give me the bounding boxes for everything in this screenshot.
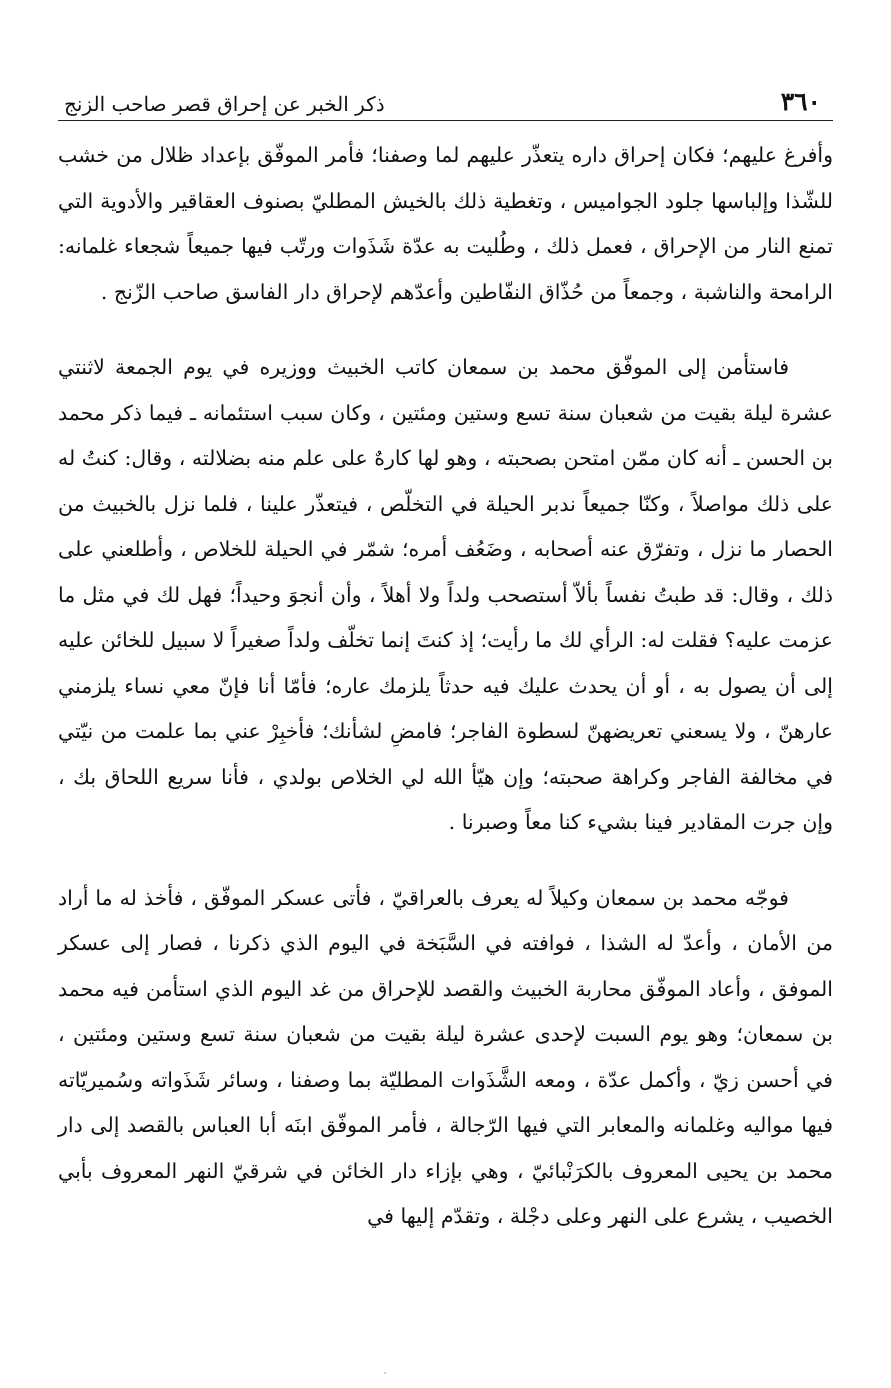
body-text bbox=[58, 133, 833, 1240]
paragraph-gap bbox=[58, 846, 833, 876]
paragraph-1: وأفرغ عليهم؛ فكان إحراق داره يتعذّر عليهم لما وصفنا؛ فأمر الموفّق بإعداد ظلال من خشب للشّذا وإلباسها جلود الجواميس ، وتغطية ذلك بالخيش المطليّ بصنوف العقاقير والأدوية التي تمنع النار من الإحراق ، فعمل ذلك ، وطُليت به عدّة شَذَوات ورتّب فيها جميعاً شجعاء غلمانه: الرامحة والناشبة ، وجمعاً من حُذّاق النفّاطين وأعدّهم لإحراق دار الفاسق صاحب الزّنج . bbox=[58, 143, 833, 304]
chapter-title: ذكر الخبر عن إحراق قصر صاحب الزنج bbox=[64, 92, 385, 116]
paragraph-2: فاستأمن إلى الموفّق محمد بن سمعان كاتب الخبيث ووزيره في يوم الجمعة لاثنتي عشرة ليلة بقيت من شعبان سنة تسع وستين ومئتين ، وكان سبب استئمانه ـ فيما ذكر محمد بن الحسن ـ أنه كان ممّن امتحن بصحبته ، وهو لها كارهٌ على علم منه بضلالته ، وقال: كنتُ له على ذلك مواصلاً ، وكنّا جميعاً ندبر الحيلة في التخلّص ، فيتعذّر علينا ، فلما نزل بالخبيث من الحصار ما نزل ، وتفرّق عنه أصحابه ، وضَعُف أمره؛ شمّر في الحيلة للخلاص ، وأطلعني على ذلك ، وقال: قد طبتُ نفساً بألاّ أستصحب ولداً ولا أهلاً ، وأن أنجوَ وحيداً؛ فهل لك في مثل ما عزمت عليه؟ فقلت له: الرأي لك ما رأيت؛ إذ كنتَ إنما تخلّف ولداً صغيراً لا سبيل للخائن عليه إلى أن يصول به ، أو أن يحدث عليك فيه حدثاً يلزمك عاره؛ فأمّا أنا فإنّ معي نساء يلزمني عارهنّ ، ولا يسعني تعريضهنّ لسطوة الفاجر؛ فامضِ لشأنك؛ فأخبِرْ عني بما علمت من نيّتي في مخالفة الفاجر وكراهة صحبته؛ وإن هيّأ الله لي الخلاص بولدي ، فأنا سريع اللحاق بك ، وإن جرت المقادير فينا بشيء كنا معاً وصبرنا . bbox=[58, 355, 833, 834]
book-page bbox=[58, 74, 833, 1374]
page-number: ٣٦٠ bbox=[780, 87, 821, 116]
paragraph-3: فوجّه محمد بن سمعان وكيلاً له يعرف بالعراقيّ ، فأتى عسكر الموفّق ، فأخذ له ما أراد من الأمان ، وأعدّ له الشذا ، فوافته في السَّبَخة في اليوم الذي ذكرنا ، فصار إلى عسكر الموفق ، وأعاد الموفّق محاربة الخبيث والقصد للإحراق من غد اليوم الذي استأمن فيه محمد بن سمعان؛ وهو يوم السبت لإحدى عشرة ليلة بقيت من شعبان سنة تسع وستين ومئتين ، في أحسن زيّ ، وأكمل عدّة ، ومعه الشَّذَوات المطليّة بما وصفنا ، وسائر شَذَواته وسُميريّاته فيها مواليه وغلمانه والمعابر التي فيها الرّجالة ، فأمر الموفّق ابنَه أبا العباس بالقصد إلى دار محمد بن يحيى المعروف بالكرَنْبائيّ ، وهي بإزاء دار الخائن في شرقيّ النهر المعروف بأبي الخصيب ، يشرع على النهر وعلى دجْلة ، وتقدّم إليها في bbox=[58, 885, 833, 1228]
page-speck bbox=[384, 1372, 386, 1374]
paragraph-gap bbox=[58, 315, 833, 345]
running-header bbox=[58, 74, 833, 121]
